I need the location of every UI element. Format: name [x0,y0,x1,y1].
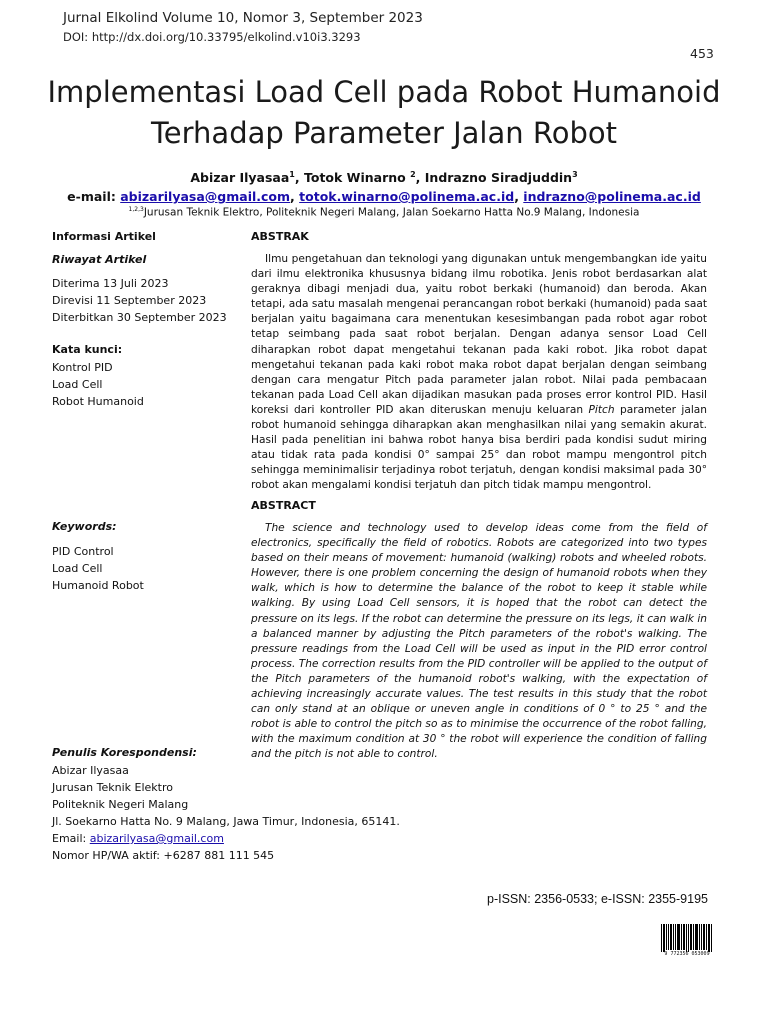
correspondence-name: Abizar Ilyasaa [52,764,129,777]
revised-date: Direvisi 11 September 2023 [52,294,207,307]
correspondence-address: Jl. Soekarno Hatta No. 9 Malang, Jawa Timur, Indonesia, 65141. [52,815,400,828]
abstrak-pitch-italic: Pitch [588,403,615,416]
correspondence-email-label: Email: [52,832,90,845]
author-1-sup: 1 [289,170,295,179]
correspondence-heading: Penulis Korespondensi: [52,746,197,759]
barcode [660,924,714,958]
abstrak-part-2: parameter jalan robot humanoid sehingga diharapkan akan menghasilkan nilai yang semakin akurat. Hasil pada penelitian ini bahwa robot hanya bisa berdiri pada kondisi sudut miring atau tidak rata pada kondisi 0° sampai 25° dan robot mampu mengontrol pitch sehingga meminimalisir terjadinya robot terjatuh, dengan kondisi maksimal pada 30° robot akan mengalami kondisi terjatuh dan pitch tidak mampu mengontrol. [251,403,707,492]
keyword-en-item: Humanoid Robot [52,579,144,592]
abstract-text: The science and technology used to develop ideas come from the field of electronics, specifically the field of robotics. Robots are categorized into two types based on their means of movement: humanoid (walking) robots and wheeled robots. However, there is one problem concerning the design of humanoid robots when they walk, which is how to determine the balance of the robot to keep it stable while walking. By using Load Cell sensors, it is hoped that the robot can detect the pressure on its legs. If the robot can determine the pressure on its legs, it can walk in a balanced manner by adjusting the Pitch parameters of the robot's walking. The pressure readings from the Load Cell will be used as input in the PID error control process. The correction results from the PID controller will be applied to the output of the Pitch parameters of the humanoid robot's walking, with the expectation of achieving increasingly accurate values. The test results in this study that the robot can only stand at an oblique or uneven angle in conditions of 0 ° to 25 ° and the robot is able to control the pitch so as to minimise the occurrence of the robot falling, with the maximum condition at 30 ° the robot will experience the condition of falling and the pitch is not able to control. [251,522,707,761]
journal-name: Jurnal Elkolind Volume 10, Nomor 3, September 2023 [63,10,423,26]
correspondence-email [52,830,400,847]
correspondence-block [52,762,400,864]
author-list: Abizar Ilyasaa$^1$, Totok Winarno $^2$, Indrazno Siradjuddin$^3$ [190,170,578,186]
page-number: 453 [690,46,714,61]
keyword-en-item: Load Cell [52,562,103,575]
abstrak-part-1: Ilmu pengetahuan dan teknologi yang digunakan untuk mengembangkan ide yaitu dari ilmu elektronika khususnya bidang ilmu robotika. Jenis robot berdasarkan alat geraknya dibagi menjadi dua, yaitu robot berkaki (humanoid) dan beroda. Akan tetapi, ada satu masalah mengenai perancangan robot berkaki (humanoid) pada saat berjalan yaitu bagaimana cara menentukan kesesimbangan pada robot agar robot tetap seimbang pada saat robot berjalan. Dengan adanya sensor Load Cell diharapkan robot dapat mengetahui tekanan pada kaki robot. Jika robot dapat mengetahui tekanan pada kaki robot maka robot dapat berjalan dengan seimbang dengan cara mengatur Pitch pada parameter jalan robot. Nilai pada pembacaan tekanan pada Load Cell akan dijadikan masukan pada proses error kontrol PID. Hasil koreksi dari kontroller PID akan diteruskan menuju keluaran [251,253,707,416]
keywords-id-heading: Kata kunci: [52,343,123,356]
keyword-id-item: Kontrol PID [52,361,113,374]
email-link-1[interactable]: abizarilyasa@gmail.com [120,189,291,204]
info-heading: Informasi Artikel [52,230,156,243]
title-line-1: Implementasi Load Cell pada Robot Humanoid [47,75,721,109]
abstrak-text [251,252,707,494]
keyword-id-item: Robot Humanoid [52,395,144,408]
correspondence-inst: Politeknik Negeri Malang [52,798,189,811]
received-date: Diterima 13 Juli 2023 [52,277,169,290]
email-link-2[interactable]: totok.winarno@polinema.ac.id [299,189,515,204]
author-2-sup: 2 [410,170,416,179]
keywords-en-heading: Keywords: [52,520,117,533]
abstrak-heading: ABSTRAK [251,230,309,243]
affiliation [0,206,768,219]
author-emails: e-mail: abizarilyasa@gmail.com, totok.winarno@polinema.ac.id, indrazno@polinema.ac.id [67,189,701,204]
keyword-en-item: PID Control [52,545,114,558]
barcode-number: 9 772356 053009 [664,951,710,957]
keywords-en-list [52,543,144,594]
author-2: Totok Winarno [303,170,411,186]
issn-text: p-ISSN: 2356-0533; e-ISSN: 2355-9195 [487,892,708,906]
correspondence-phone: Nomor HP/WA aktif: +6287 881 111 545 [52,849,275,862]
email-link-3[interactable]: indrazno@polinema.ac.id [523,189,701,204]
author-1: Abizar Ilyasaa [190,170,290,186]
email-label: e-mail: [67,189,121,204]
title-line-2: Terhadap Parameter Jalan Robot [151,116,617,150]
history-dates [52,275,227,326]
doi-text: DOI: http://dx.doi.org/10.33795/elkolind.v10i3.3293 [63,30,361,44]
published-date: Diterbitkan 30 September 2023 [52,311,227,324]
keyword-id-item: Load Cell [52,378,103,391]
correspondence-dept: Jurusan Teknik Elektro [52,781,173,794]
author-3: Indrazno Siradjuddin [424,170,573,186]
article-title [0,72,768,154]
affiliation-sup: 1,2,3 [128,206,144,213]
author-3-sup: 3 [572,170,578,179]
affiliation-text: Jurusan Teknik Elektro, Politeknik Negeri Malang, Jalan Soekarno Hatta No.9 Malang, Indonesia [143,206,640,219]
keywords-id-list [52,359,144,410]
correspondence-email-link[interactable]: abizarilyasa@gmail.com [89,832,224,845]
history-heading: Riwayat Artikel [52,253,147,266]
abstract-heading: ABSTRACT [251,499,316,512]
